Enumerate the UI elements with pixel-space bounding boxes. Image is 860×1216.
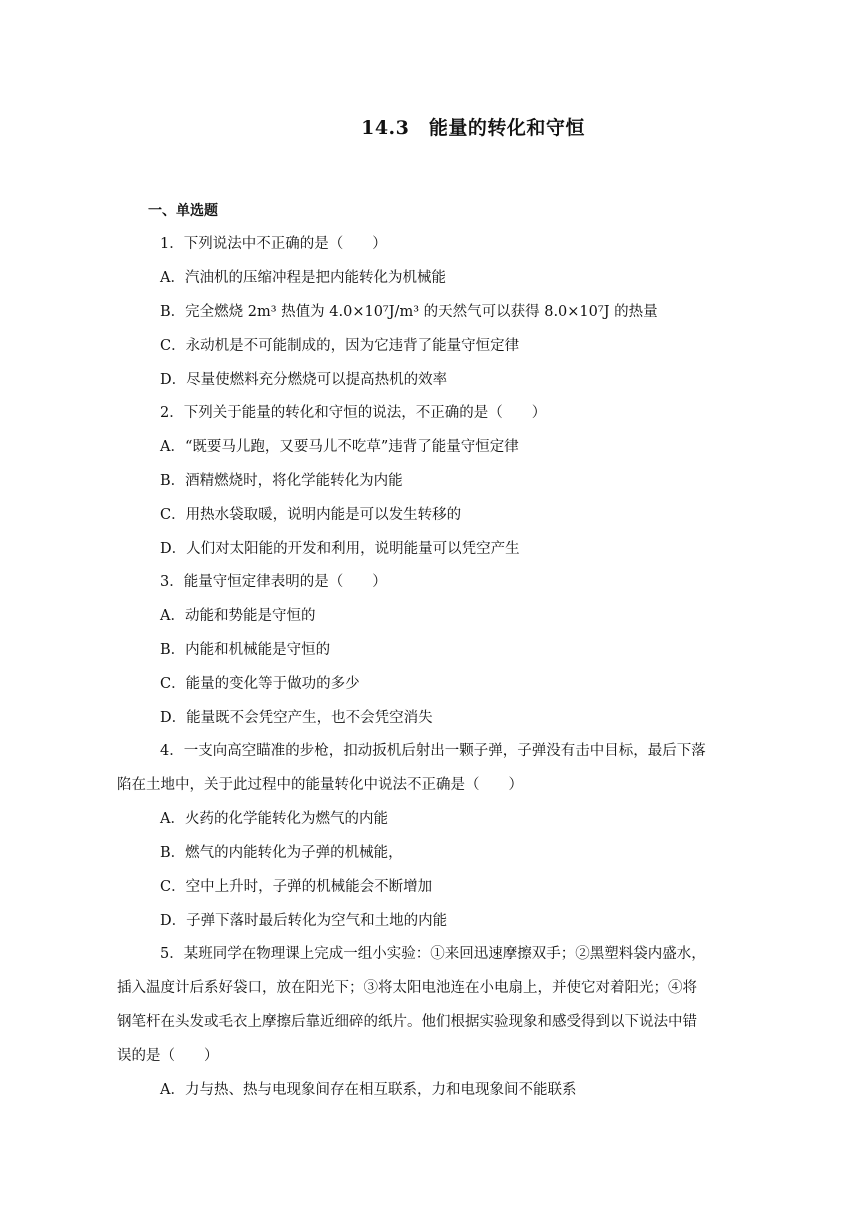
question-4-option-c: C．空中上升时，子弹的机械能会不断增加 (160, 879, 433, 895)
question-3-stem: 3．能量守恒定律表明的是（ ） (160, 574, 387, 590)
question-2-option-c: C．用热水袋取暖，说明内能是可以发生转移的 (160, 507, 462, 523)
question-1-option-c: C．永动机是不可能制成的，因为它违背了能量守恒定律 (160, 338, 520, 354)
question-2-stem: 2．下列关于能量的转化和守恒的说法，不正确的是（ ） (160, 405, 547, 421)
question-2-option-a: A．“既要马儿跑，又要马儿不吃草”违背了能量守恒定律 (160, 439, 519, 455)
question-3-option-c: C．能量的变化等于做功的多少 (160, 676, 360, 692)
question-5-stem-line-3: 钢笔杆在头发或毛衣上摩擦后靠近细碎的纸片。他们根据实验现象和感受得到以下说法中错 (117, 1014, 697, 1030)
question-1-option-b: B．完全燃烧 2m³ 热值为 4.0×10⁷J/m³ 的天然气可以获得 8.0×10⁷J 的热量 (160, 304, 658, 320)
question-2-option-d: D．人们对太阳能的开发和利用，说明能量可以凭空产生 (160, 541, 520, 557)
question-3-option-a: A．动能和势能是守恒的 (160, 608, 316, 624)
question-5-option-a: A．力与热、热与电现象间存在相互联系，力和电现象间不能联系 (160, 1082, 577, 1098)
question-4-stem-line-2: 陷在土地中，关于此过程中的能量转化中说法不正确是（ ） (117, 777, 523, 793)
question-2-option-b: B．酒精燃烧时，将化学能转化为内能 (160, 473, 403, 489)
question-5-stem-line-1: 5．某班同学在物理课上完成一组小实验：①来回迅速摩擦双手；②黑塑料袋内盛水， (160, 946, 706, 962)
question-4-option-b: B．燃气的内能转化为子弹的机械能， (160, 845, 403, 861)
page-title: 14.3 能量的转化和守恒 (361, 117, 585, 139)
section-heading: 一、单选题 (148, 203, 218, 219)
question-1-stem: 1．下列说法中不正确的是（ ） (160, 236, 387, 252)
question-4-option-a: A．火药的化学能转化为燃气的内能 (160, 811, 388, 827)
question-4-option-d: D．子弹下落时最后转化为空气和土地的内能 (160, 913, 448, 929)
question-1-option-a: A．汽油机的压缩冲程是把内能转化为机械能 (160, 270, 446, 286)
question-5-stem-line-2: 插入温度计后系好袋口，放在阳光下；③将太阳电池连在小电扇上，并使它对着阳光；④将 (117, 980, 697, 996)
question-5-stem-line-4: 误的是（ ） (117, 1048, 219, 1064)
question-3-option-b: B．内能和机械能是守恒的 (160, 642, 331, 658)
question-4-stem-line-1: 4．一支向高空瞄准的步枪，扣动扳机后射出一颗子弹，子弹没有击中目标，最后下落 (160, 743, 706, 759)
question-1-option-d: D．尽量使燃料充分燃烧可以提高热机的效率 (160, 372, 448, 388)
question-3-option-d: D．能量既不会凭空产生，也不会凭空消失 (160, 710, 433, 726)
